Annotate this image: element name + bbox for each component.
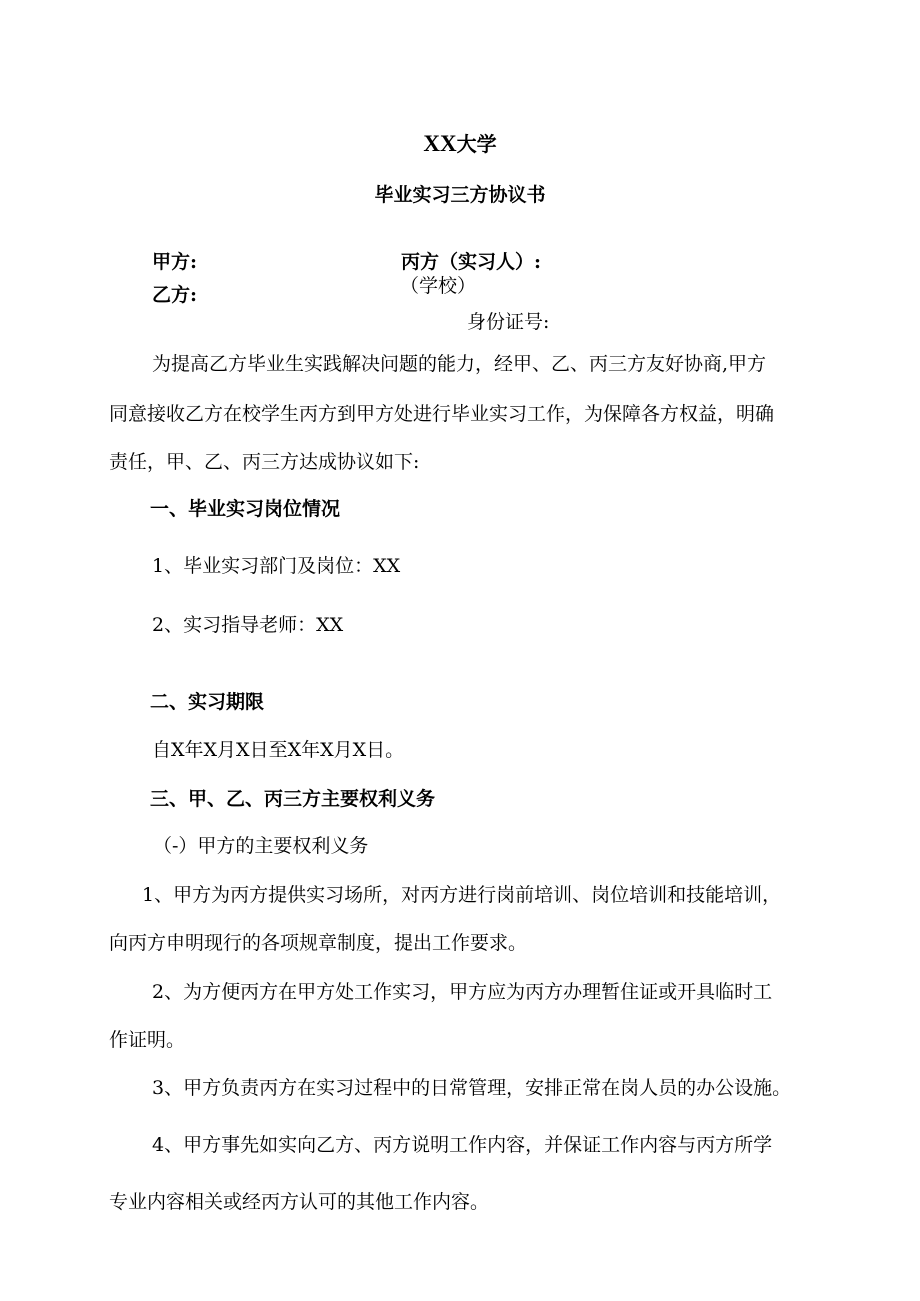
preamble-line-2: 同意接收乙方在校学生丙方到甲方处进行毕业实习工作，为保障各方权益，明确 (109, 403, 775, 425)
section-3-item-1-line-1: 1、甲方为丙方提供实习场所，对丙方进行岗前培训、岗位培训和技能培训， (142, 884, 782, 906)
section-2-period: 自X年X月X日至X年X月X日。 (152, 739, 405, 761)
section-3-item-1-line-2: 向丙方申明现行的各项规章制度，提出工作要求。 (109, 932, 528, 954)
school-note: （学校） (400, 275, 477, 297)
id-number-label: 身份证号: (467, 311, 550, 333)
section-3-item-2-line-2: 作证明。 (109, 1029, 186, 1051)
university-title (0, 132, 920, 156)
document-title: 毕业实习三方协议书 (374, 184, 546, 206)
section-3-item-4-line-2: 专业内容相关或经丙方认可的其他工作内容。 (109, 1191, 490, 1213)
section-3-item-2-line-1: 2、为方便丙方在甲方处工作实习，甲方应为丙方办理暂住证或开具临时工 (152, 981, 773, 1003)
party-a-label: 甲方: (152, 251, 198, 273)
section-1-heading: 一、毕业实习岗位情况 (150, 498, 341, 520)
preamble-line-3: 责任，甲、乙、丙三方达成协议如下: (109, 451, 420, 473)
section-3-item-4-line-1: 4、甲方事先如实向乙方、丙方说明工作内容，并保证工作内容与丙方所学 (152, 1134, 773, 1156)
section-3-subheading: （-）甲方的主要权利义务 (153, 835, 369, 857)
section-3-item-3: 3、甲方负责丙方在实习过程中的日常管理，安排正常在岗人员的办公设施。 (152, 1077, 792, 1099)
section-2-heading: 二、实习期限 (150, 691, 265, 713)
university-suffix: 大学 (456, 132, 497, 156)
university-prefix: XX (423, 131, 457, 156)
section-3-heading: 三、甲、乙、丙三方主要权利义务 (150, 788, 436, 810)
section-1-item-2: 2、实习指导老师：XX (152, 614, 344, 636)
party-c-label: 丙方（实习人）: (401, 251, 542, 273)
preamble-line-1: 为提高乙方毕业生实践解决问题的能力，经甲、乙、丙三方友好协商,甲方 (152, 353, 767, 375)
party-b-label: 乙方: (152, 284, 198, 306)
section-1-item-1: 1、毕业实习部门及岗位：XX (152, 555, 401, 577)
